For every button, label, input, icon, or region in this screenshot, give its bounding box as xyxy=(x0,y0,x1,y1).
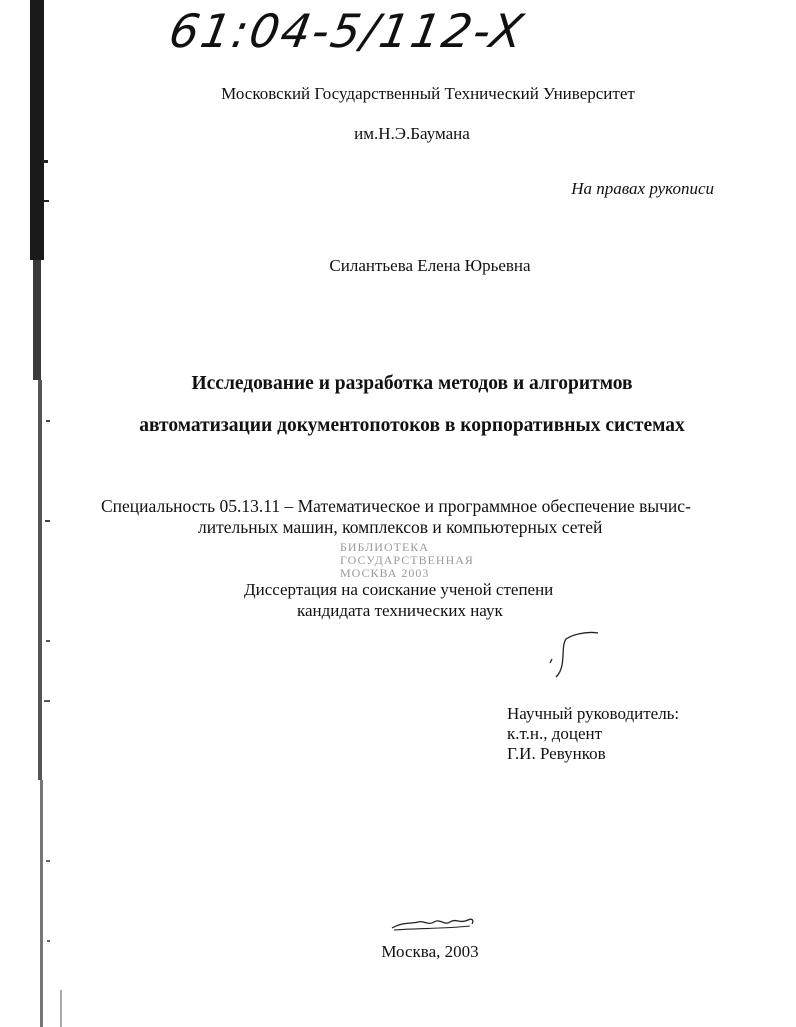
university-named-after: им.Н.Э.Баумана xyxy=(354,124,470,143)
manuscript-rights: На правах рукописи xyxy=(571,179,714,198)
library-stamp-line: МОСКВА 2003 xyxy=(340,566,430,580)
dissertation-title-line-1: Исследование и разработка методов и алгоритмов xyxy=(191,373,633,394)
dissertation-degree-line-2: кандидата технических наук xyxy=(297,601,503,620)
library-stamp-line: БИБЛИОТЕКА xyxy=(340,540,429,554)
supervisor-label: Научный руководитель: xyxy=(507,704,680,723)
scan-binding-edge xyxy=(0,0,62,1027)
author-signature xyxy=(388,912,478,938)
specialty-line-2: лительных машин, комплексов и компьютерных сетей xyxy=(198,517,603,537)
supervisor-degree: к.т.н., доцент xyxy=(507,724,603,743)
archive-code-handwritten: 61:04-5/112-X xyxy=(165,4,529,58)
author-name: Силантьева Елена Юрьевна xyxy=(329,256,531,275)
library-stamp-line: ГОСУДАРСТВЕННАЯ xyxy=(340,553,474,567)
supervisor-signature xyxy=(540,625,610,685)
dissertation-title-line-2: автоматизации документопотоков в корпоративных системах xyxy=(139,415,685,436)
supervisor-name: Г.И. Ревунков xyxy=(507,744,606,763)
university-name: Московский Государственный Технический Университет xyxy=(221,84,635,103)
specialty-line-1: Специальность 05.13.11 – Математическое и программное обеспечение вычис- xyxy=(101,496,691,516)
city-year: Москва, 2003 xyxy=(381,942,479,961)
dissertation-degree-line-1: Диссертация на соискание ученой степени xyxy=(244,580,554,599)
